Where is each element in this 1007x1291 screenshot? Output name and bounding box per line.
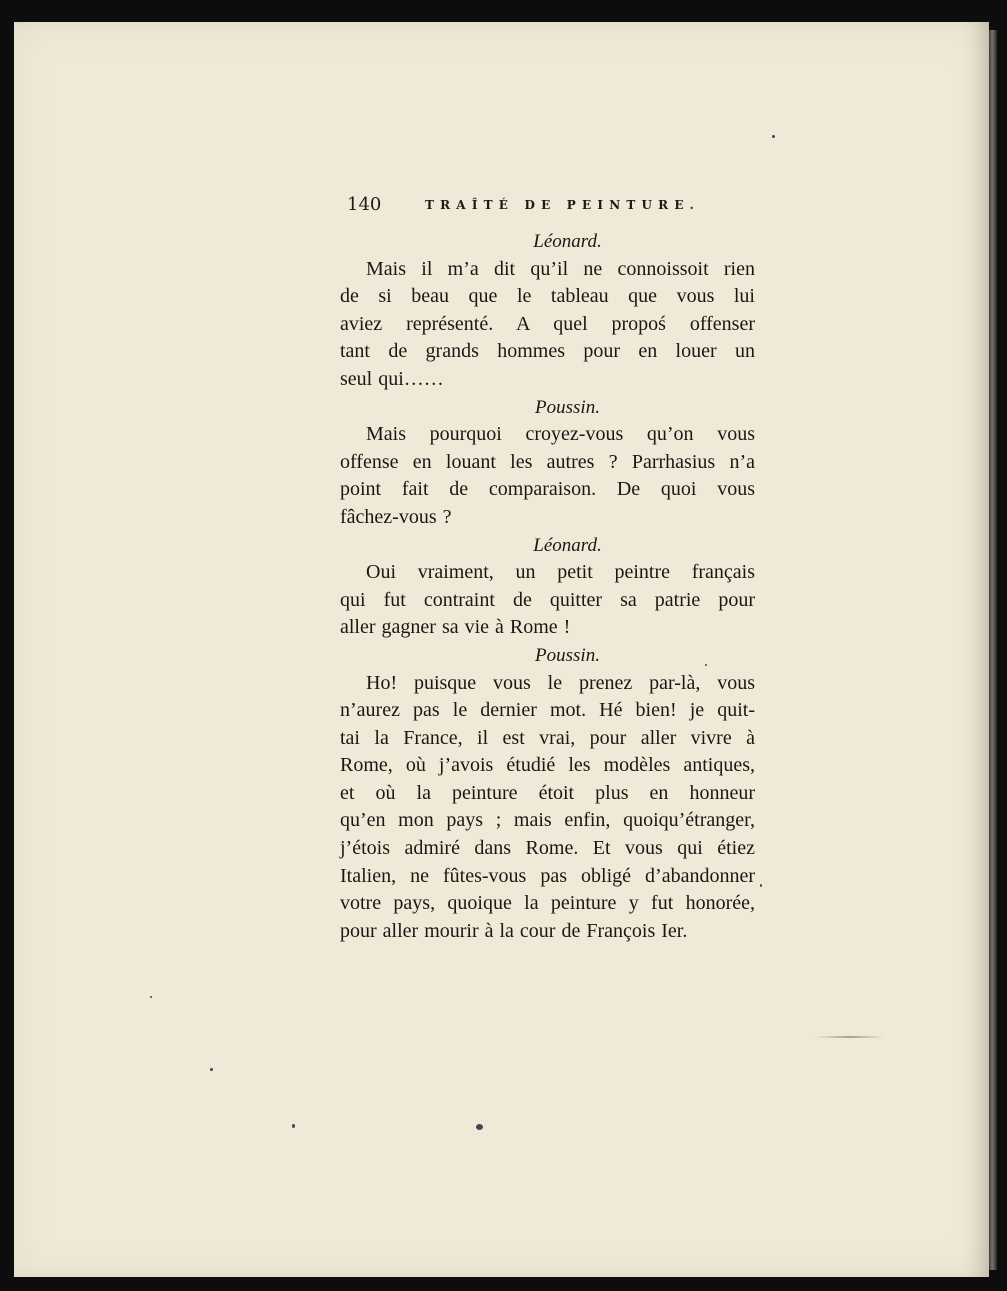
speaker-heading: Léonard. (533, 231, 602, 252)
text-line: qui fut contraint de quitter sa patrie pour (340, 588, 755, 611)
speech-paragraph (340, 421, 755, 531)
speech-paragraph (340, 559, 755, 642)
paper-speck (772, 135, 775, 138)
speech-paragraph (340, 256, 755, 394)
page-number: 140 (347, 194, 382, 215)
text-line: fâchez-vous ? (340, 505, 452, 528)
text-line: qu’en mon pays ; mais enfin, quoiqu’étranger, (340, 809, 755, 832)
speaker-heading: Poussin. (535, 396, 600, 418)
text-line: Ho! puisque vous le prenez par-là, vous (366, 671, 755, 694)
dialogue-text (340, 228, 755, 945)
paper-speck (705, 664, 707, 666)
paper-speck (292, 1124, 295, 1128)
speaker-heading: Poussin. (535, 644, 600, 666)
running-title: TRAÎTÉ DE PEINTURE. (425, 198, 701, 212)
text-line: j’étois admiré dans Rome. Et vous qui étiez (340, 837, 755, 860)
text-line: n’aurez pas le dernier mot. Hé bien! je quit- (340, 699, 755, 722)
text-line: tai la France, il est vrai, pour aller vivre à (340, 726, 755, 749)
text-line: Mais il m’a dit qu’il ne connoissoit rien (366, 257, 755, 280)
text-line: offense en louant les autres ? Parrhasius n’a (340, 450, 755, 473)
paper-smudge (815, 1036, 885, 1038)
text-line: de si beau que le tableau que vous lui (340, 285, 755, 308)
speaker-heading: Léonard. (533, 534, 602, 556)
text-line: aviez représenté. A quel propoś offenser (340, 312, 755, 335)
text-line: point fait de comparaison. De quoi vous (340, 478, 755, 501)
text-line: aller gagner sa vie à Rome ! (340, 616, 571, 639)
text-line: seul qui…… (340, 367, 444, 390)
text-line: Oui vraiment, un petit peintre français (366, 561, 755, 584)
paper-speck (210, 1068, 213, 1071)
paper-speck (476, 1124, 483, 1130)
text-line: pour aller mourir à la cour de François Ier. (340, 919, 688, 942)
paper-speck (760, 884, 762, 887)
page-edge (989, 30, 997, 1270)
paper-speck (150, 996, 152, 998)
text-line: et où la peinture étoit plus en honneur (340, 781, 755, 804)
text-line: tant de grands hommes pour en louer un (340, 340, 755, 363)
running-head (347, 194, 757, 218)
speech-paragraph (340, 670, 755, 946)
text-line: votre pays, quoique la peinture y fut honorée, (340, 892, 755, 915)
text-line: Italien, ne fûtes-vous pas obligé d’abandonner (340, 864, 755, 887)
text-line: Rome, où j’avois étudié les modèles antiques, (340, 754, 755, 777)
text-line: Mais pourquoi croyez-vous qu’on vous (366, 423, 755, 446)
